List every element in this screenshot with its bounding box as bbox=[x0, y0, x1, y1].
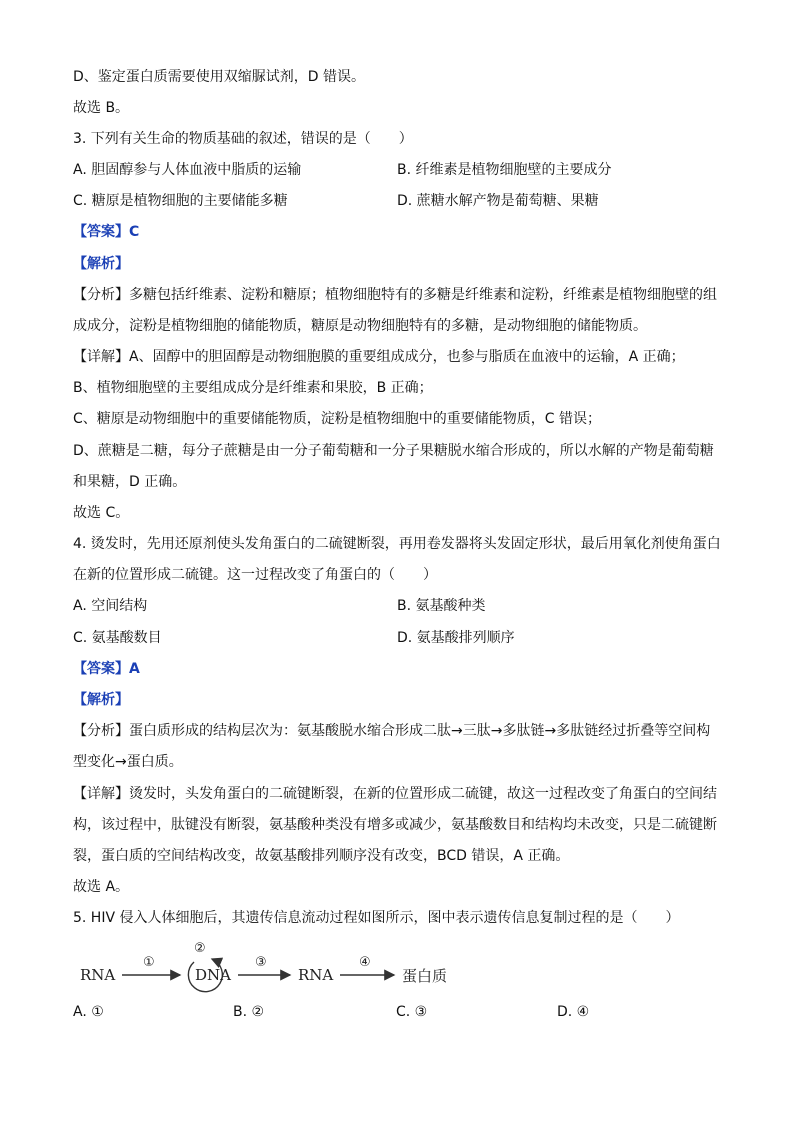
q3-option-b: B. 纤维素是植物细胞壁的主要成分 bbox=[397, 162, 612, 178]
q3-option-d: D. 蔗糖水解产物是葡萄糖、果糖 bbox=[397, 193, 599, 209]
flow-protein-label: 蛋白质 bbox=[402, 967, 448, 985]
q4-analysis-line: 【分析】蛋白质形成的结构层次为：氨基酸脱水缩合形成二肽→三肽→多肽链→多肽链经过折叠等空间构 bbox=[73, 723, 711, 739]
q4-stem: 在新的位置形成二硫键。这一过程改变了角蛋白的（ ） bbox=[73, 567, 437, 583]
q3-analysis-line: 【分析】多糖包括纤维素、淀粉和糖原；植物细胞特有的多糖是纤维素和淀粉，纤维素是植物细胞壁的组 bbox=[73, 287, 717, 303]
q4-answer: 【答案】A bbox=[73, 661, 140, 677]
q5-option-c: C. ③ bbox=[396, 1004, 428, 1020]
q3-conclusion: 故选 C。 bbox=[73, 505, 130, 521]
q5-option-a: A. ① bbox=[73, 1004, 104, 1020]
flow-step-1-label: ① bbox=[143, 955, 155, 970]
q3-detail-line: D、蔗糖是二糖，每分子蔗糖是由一分子葡萄糖和一分子果糖脱水缩合形成的，所以水解的产物是葡萄糖 bbox=[73, 443, 714, 459]
q4-detail-line: 【详解】烫发时，头发角蛋白的二硫键断裂，在新的位置形成二硫键，故这一过程改变了角蛋白的空间结 bbox=[73, 786, 717, 802]
q3-analysis-line: 成成分，淀粉是植物细胞的储能物质，糖原是动物细胞特有的多糖，是动物细胞的储能物质。 bbox=[73, 318, 647, 334]
q5-stem: 5. HIV 侵入人体细胞后，其遗传信息流动过程如图所示，图中表示遗传信息复制过程的是（ ） bbox=[73, 910, 680, 926]
q3-detail-line: 【详解】A、固醇中的胆固醇是动物细胞膜的重要组成成分，也参与脂质在血液中的运输，A 正确； bbox=[73, 349, 685, 365]
q5-option-d: D. ④ bbox=[557, 1004, 590, 1020]
q4-conclusion: 故选 A。 bbox=[73, 879, 130, 895]
q4-option-d: D. 氨基酸排列顺序 bbox=[397, 630, 515, 646]
flow-dna-label: DNA bbox=[195, 966, 231, 984]
q3-analysis-heading: 【解析】 bbox=[73, 256, 129, 272]
q3-detail-line: B、植物细胞壁的主要组成成分是纤维素和果胶，B 正确； bbox=[73, 380, 433, 396]
q4-option-a: A. 空间结构 bbox=[73, 598, 148, 614]
q4-analysis-heading: 【解析】 bbox=[73, 692, 129, 708]
flow-rna-2-label: RNA bbox=[298, 966, 334, 984]
flow-step-3-label: ③ bbox=[255, 955, 267, 970]
q3-option-c: C. 糖原是植物细胞的主要储能多糖 bbox=[73, 193, 288, 209]
flow-step-2-label: ② bbox=[194, 941, 206, 956]
q4-stem: 4. 烫发时，先用还原剂使头发角蛋白的二硫键断裂，再用卷发器将头发固定形状，最后用氧化剂使角蛋白 bbox=[73, 536, 721, 552]
q2-conclusion: 故选 B。 bbox=[73, 100, 130, 116]
q3-option-a: A. 胆固醇参与人体血液中脂质的运输 bbox=[73, 162, 302, 178]
genetic-info-flow-diagram bbox=[76, 936, 496, 998]
flow-step-4-label: ④ bbox=[359, 955, 371, 970]
q3-detail-line: C、糖原是动物细胞中的重要储能物质，淀粉是植物细胞中的重要储能物质，C 错误； bbox=[73, 411, 601, 427]
q3-answer: 【答案】C bbox=[73, 224, 140, 240]
q4-analysis-line: 型变化→蛋白质。 bbox=[73, 754, 183, 770]
q4-option-b: B. 氨基酸种类 bbox=[397, 598, 486, 614]
q4-detail-line: 构，该过程中，肽键没有断裂，氨基酸种类没有增多或减少，氨基酸数目和结构均未改变，只是二硫键断 bbox=[73, 817, 717, 833]
q2-option-d-explanation: D、鉴定蛋白质需要使用双缩脲试剂，D 错误。 bbox=[73, 69, 366, 85]
q5-option-b: B. ② bbox=[233, 1004, 265, 1020]
q3-detail-line: 和果糖，D 正确。 bbox=[73, 474, 187, 490]
q4-option-c: C. 氨基酸数目 bbox=[73, 630, 162, 646]
q3-stem: 3. 下列有关生命的物质基础的叙述，错误的是（ ） bbox=[73, 131, 413, 147]
flow-rna-label: RNA bbox=[80, 966, 116, 984]
q4-detail-line: 裂，蛋白质的空间结构改变，故氨基酸排列顺序没有改变，BCD 错误，A 正确。 bbox=[73, 848, 570, 864]
